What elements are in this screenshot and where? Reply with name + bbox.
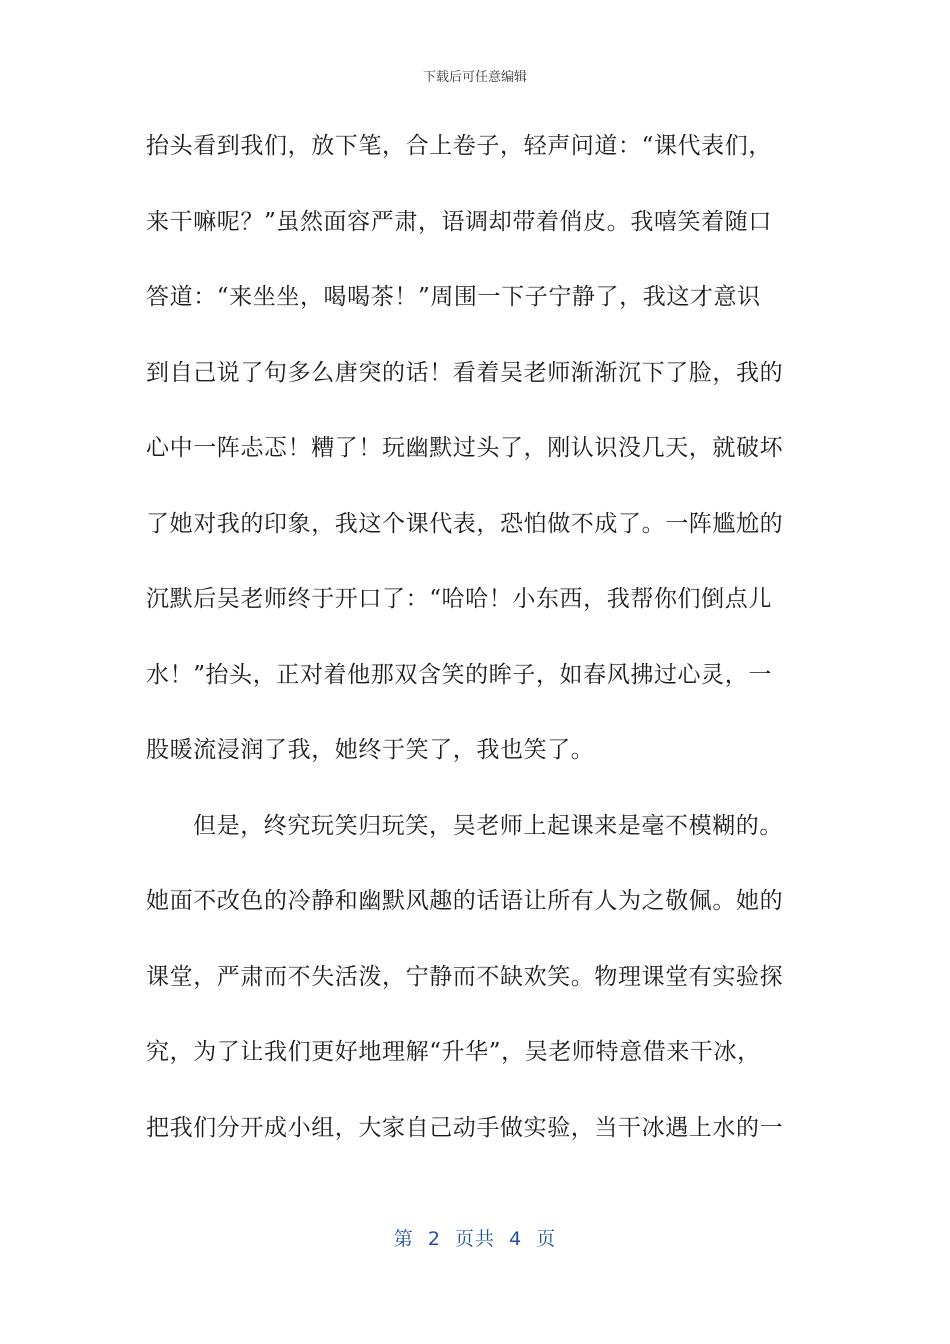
text-line: 答道：“来坐坐，喝喝茶！”周围一下子宁静了，我这才意识: [146, 284, 761, 310]
text-line: 到自己说了句多么唐突的话！看着吴老师渐渐沉下了脸，我的: [146, 359, 784, 386]
page-header: 下载后可任意编辑: [422, 70, 527, 85]
text-line: 她面不改色的冷静和幽默风趣的话语让所有人为之敬佩。她的: [146, 888, 784, 914]
text-line: 把我们分开成小组，大家自己动手做实验，当干冰遇上水的一: [146, 1114, 784, 1141]
text-line: 课堂，严肃而不失活泼，宁静而不缺欢笑。物理课堂有实验探: [146, 963, 784, 990]
text-line: 沉默后吴老师终于开口了：“哈哈！小东西，我帮你们倒点儿: [146, 586, 772, 612]
text-line: 心中一阵忐忑！糟了！玩幽默过头了，刚认识没几天，就破坏: [146, 435, 784, 461]
text-line: 了她对我的印象，我这个课代表，恐怕做不成了。一阵尴尬的: [146, 510, 784, 537]
text-line: 水！”抬头，正对着他那双含笑的眸子，如春风拂过心灵，一: [146, 661, 772, 688]
paragraph-start-line: 但是，终究玩笑归玩笑，吴老师上起课来是毫不模糊的。: [193, 812, 783, 839]
text-line: 抬头看到我们，放下笔，合上卷子，轻声问道：“课代表们，: [146, 133, 772, 159]
text-line: 来干嘛呢？”虽然面容严肃，语调却带着俏皮。我嘻笑着随口: [146, 208, 772, 235]
text-line: 股暖流浸润了我，她终于笑了，我也笑了。: [146, 737, 595, 763]
text-line: 究，为了让我们更好地理解“升华”，吴老师特意借来干冰，: [146, 1039, 761, 1065]
page-number-footer: 第 2 页共 4 页: [393, 1228, 557, 1250]
document-body: [146, 118, 806, 1175]
